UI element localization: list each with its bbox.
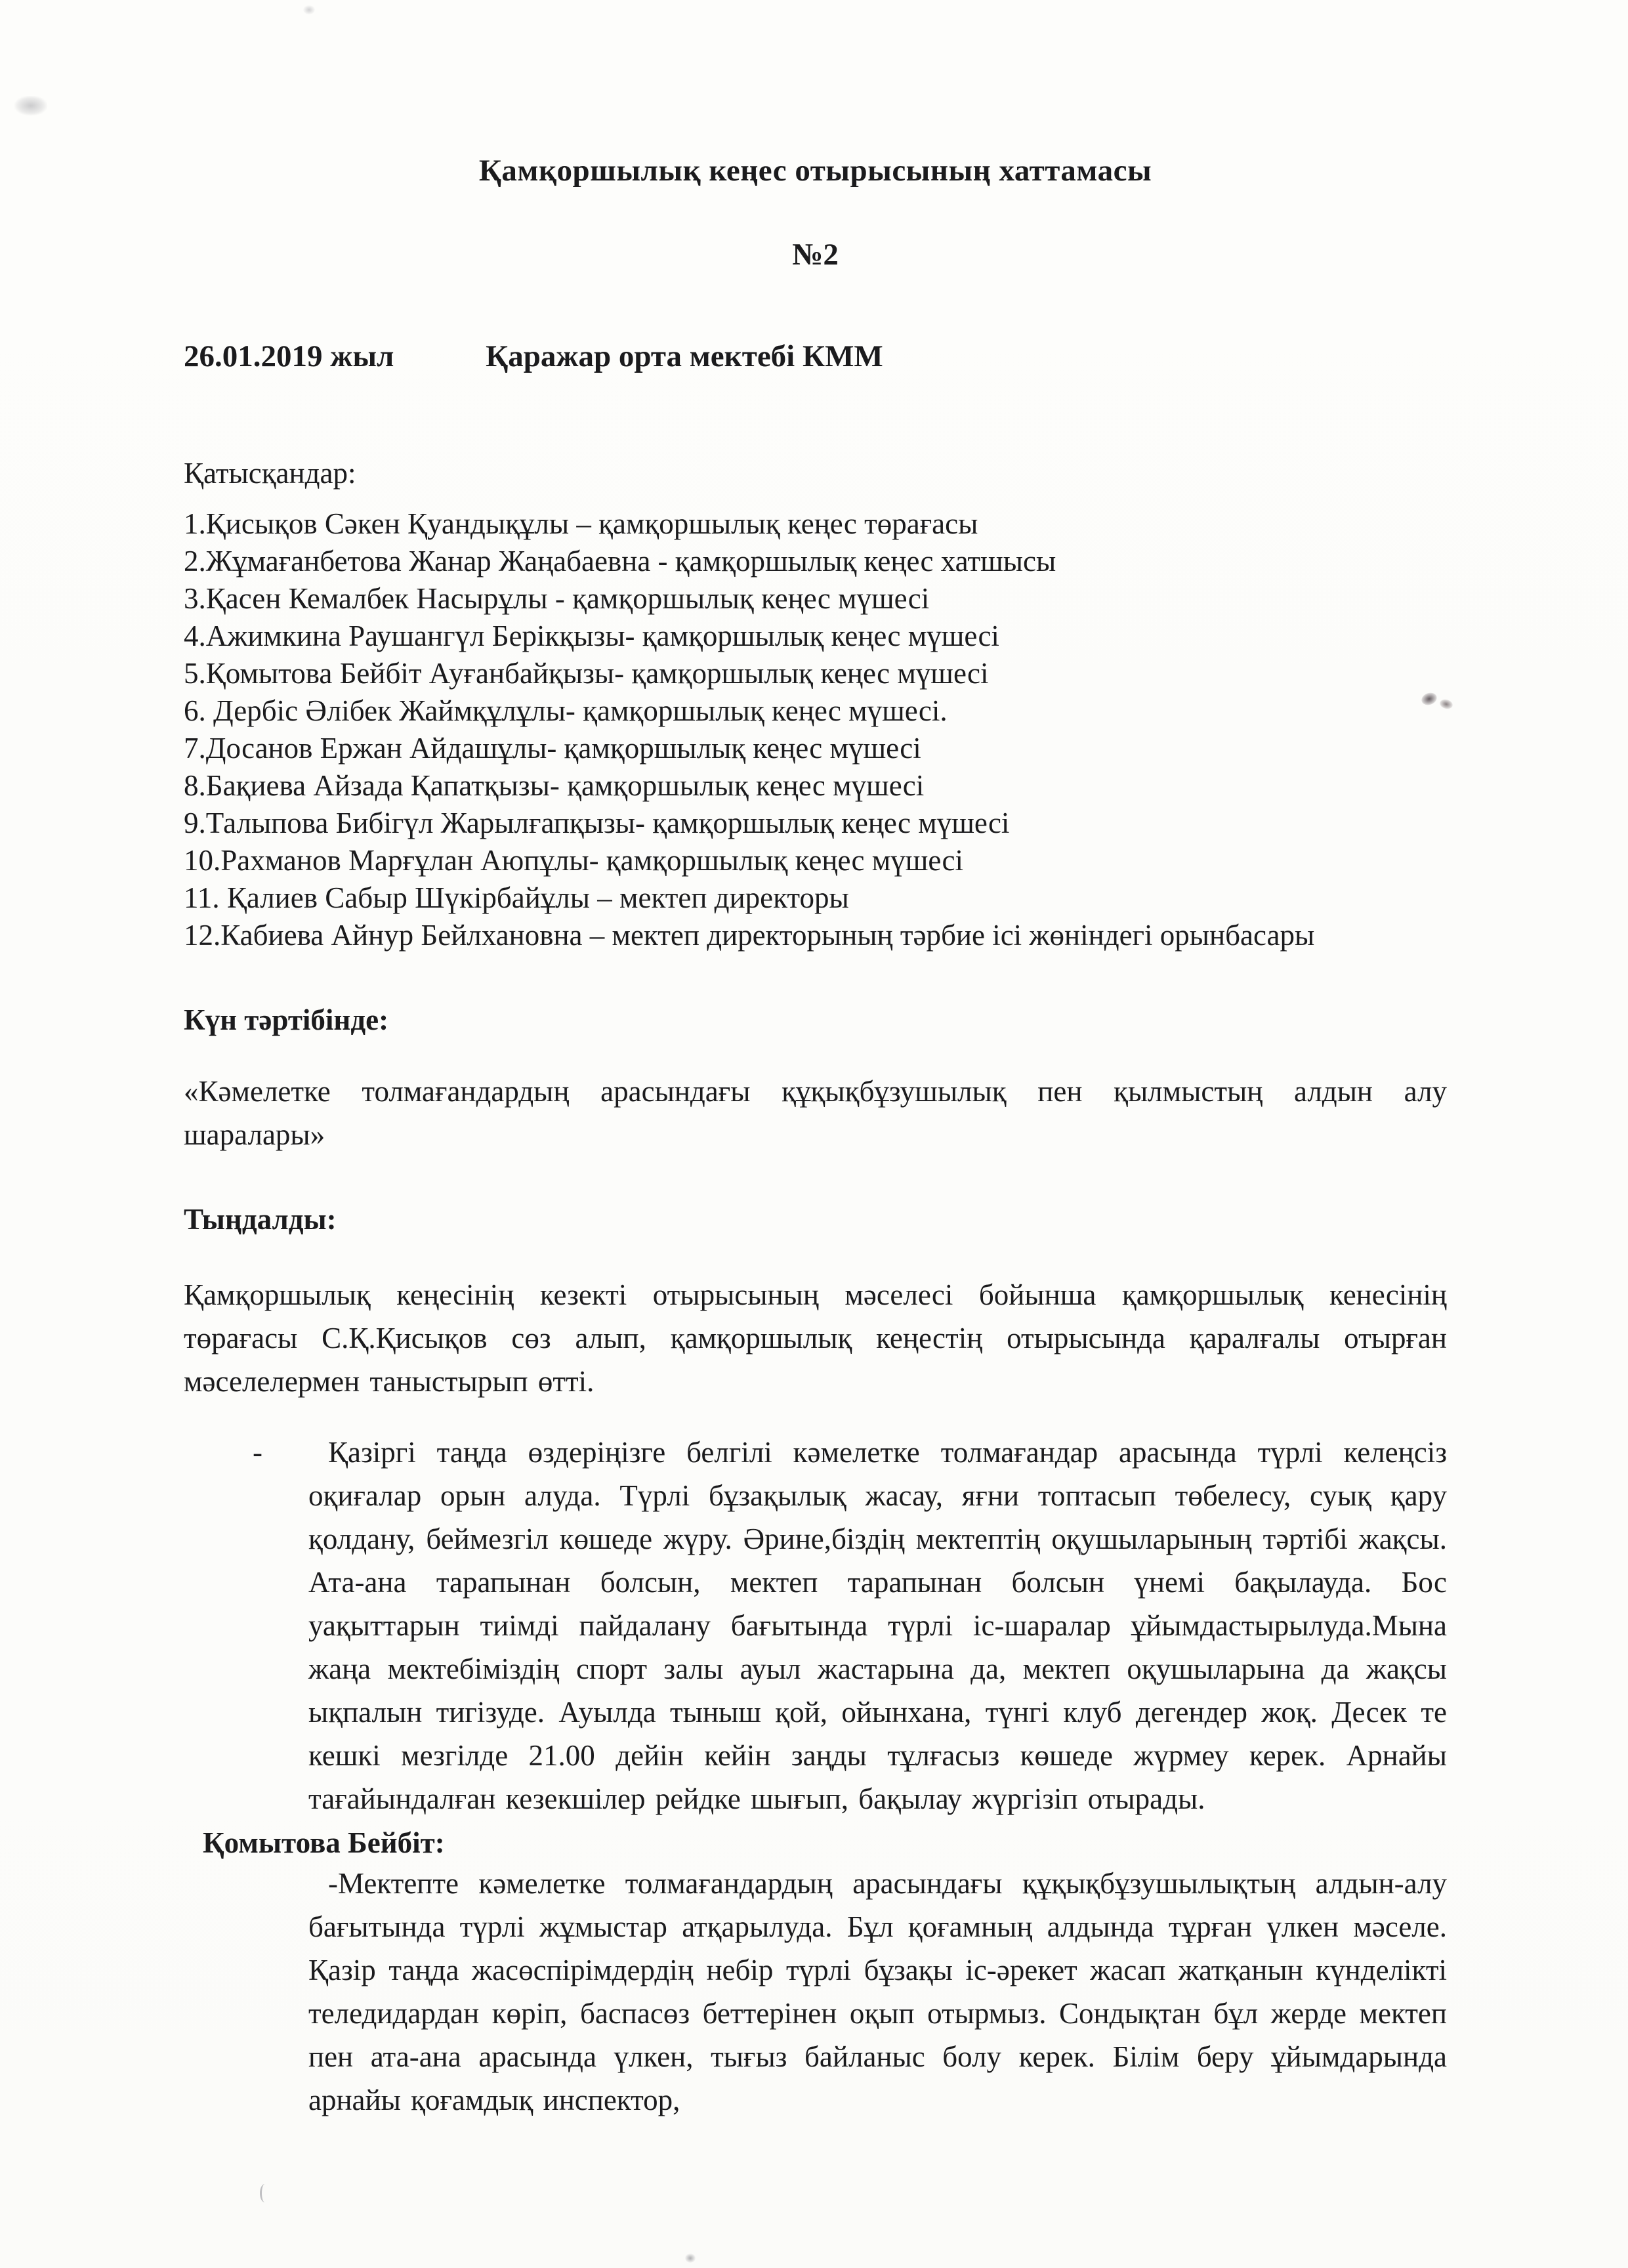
scan-artifact bbox=[14, 96, 47, 116]
heard-heading: Тыңдалды: bbox=[184, 1203, 337, 1236]
participant-item: 8.Бақиева Айзада Қапатқызы- қамқоршылық кеңес мүшесі bbox=[184, 769, 925, 802]
speech-bullet-block bbox=[253, 1431, 1447, 1820]
participant-item: 10.Рахманов Марғұлан Аюпұлы- қамқоршылық кеңес мүшесі bbox=[184, 844, 963, 877]
chairman-speech-paragraph: Қазіргі таңда өздеріңізге белгілі кәмелетке толмағандар арасында түрлі келеңсіз оқиғалар орын алуда. Түрлі бұзақылық жасау, яғни топтасып төбелесу, суық қару қолдану, беймезгіл көшеде жүру. Әрине,біздің мектептің оқушыларының тәртібі жақсы. Ата-ана тарапынан болсын, мектеп тарапынан болсын үнемі бақылауда. Бос уақыттарын тиімді пайдалану бағытында түрлі іс-шаралар ұйымдастырылуда.Мына жаңа мектебіміздің спорт залы ауыл жастарына да, мектеп оқушыларына да жақсы ықпалын тигізуде. Ауылда тыныш қой, ойынхана, түнгі клуб дегендер жоқ. Десек те кешкі мезгілде 21.00 дейін кейін заңды тұлғасыз көшеде жүрмеу керек. Арнайы тағайындалған кезекшілер рейдке шығып, бақылау жүргізіп отырады. bbox=[308, 1436, 1447, 1815]
participant-item: 6. Дербіс Әлібек Жаймқұлұлы- қамқоршылық кеңес мүшесі. bbox=[184, 694, 948, 727]
document-date: 26.01.2019 жыл bbox=[184, 339, 394, 373]
participant-item: 9.Талыпова Бибігүл Жарылғапқызы- қамқоршылық кеңес мүшесі bbox=[184, 807, 1010, 839]
participant-list bbox=[184, 505, 1447, 954]
participant-item: 12.Кабиева Айнур Бейлхановна – мектеп директорының тәрбие ісі жөніндегі орынбасары bbox=[184, 919, 1315, 952]
participant-item: 3.Қасен Кемалбек Насырұлы - қамқоршылық кеңес мүшесі bbox=[184, 582, 930, 615]
participant-item: 4.Ажимкина Раушангүл Берікқызы- қамқоршылық кеңес мүшесі bbox=[184, 620, 999, 652]
date-row bbox=[184, 338, 1447, 375]
participant-item: 2.Жұмағанбетова Жанар Жаңабаевна - қамқоршылық кеңес хатшысы bbox=[184, 545, 1056, 578]
participant-item: 1.Қисықов Сәкен Қуандықұлы – қамқоршылық кеңес төрағасы bbox=[184, 507, 978, 540]
participant-item: 11. Қалиев Сабыр Шүкірбайұлы – мектеп директоры bbox=[184, 881, 849, 914]
school-name: Қаражар орта мектебі КММ bbox=[486, 339, 883, 373]
speaker-speech-paragraph: -Мектепте кәмелетке толмағандардың арасындағы құқықбұзушылықтың алдын-алу бағытында түрлі жұмыстар атқарылуда. Бұл қоғамның алдында тұрған үлкен мәселе. Қазір таңда жасөспірімдердің небір түрлі бұзақы іс-әрекет жасап жатқанын күнделікті теледидардан көріп, баспасөз беттерінен оқып отырмыз. Сондықтан бұл жерде мектеп пен ата-ана арасында үлкен, тығыз байланыс болу керек. Білім беру ұйымдарында арнайы қоғамдық инспектор, bbox=[308, 1867, 1447, 2116]
participant-item: 7.Досанов Ержан Айдашұлы- қамқоршылық кеңес мүшесі bbox=[184, 732, 921, 765]
participant-item: 5.Қомытова Бейбіт Ауғанбайқызы- қамқоршылық кеңес мүшесі bbox=[184, 657, 989, 690]
scan-artifact bbox=[685, 2254, 696, 2263]
agenda-heading: Күн тәртібінде: bbox=[184, 1003, 389, 1036]
heard-intro-paragraph: Қамқоршылық кеңесінің кезекті отырысының мәселесі бойынша қамқоршылық кенесінің төрағасы С.Қ.Қисықов сөз алып, қамқоршылық кеңестің отырысында қаралғалы отырған мәселелермен таныстырып өтті. bbox=[184, 1278, 1447, 1398]
speaker-name-heading: Қомытова Бейбіт: bbox=[203, 1826, 445, 1859]
scan-artifact bbox=[260, 2184, 270, 2202]
bullet-dash: - bbox=[253, 1436, 262, 1469]
document-content bbox=[184, 0, 1447, 2122]
document-number: №2 bbox=[792, 238, 839, 272]
participants-heading: Қатысқандар: bbox=[184, 457, 356, 490]
document-title: Қамқоршылық кеңес отырысының хаттамасы bbox=[478, 154, 1152, 188]
agenda-text: «Кәмелетке толмағандардың арасындағы құқықбұзушылық пен қылмыстың алдын алу шаралары» bbox=[184, 1075, 1447, 1151]
